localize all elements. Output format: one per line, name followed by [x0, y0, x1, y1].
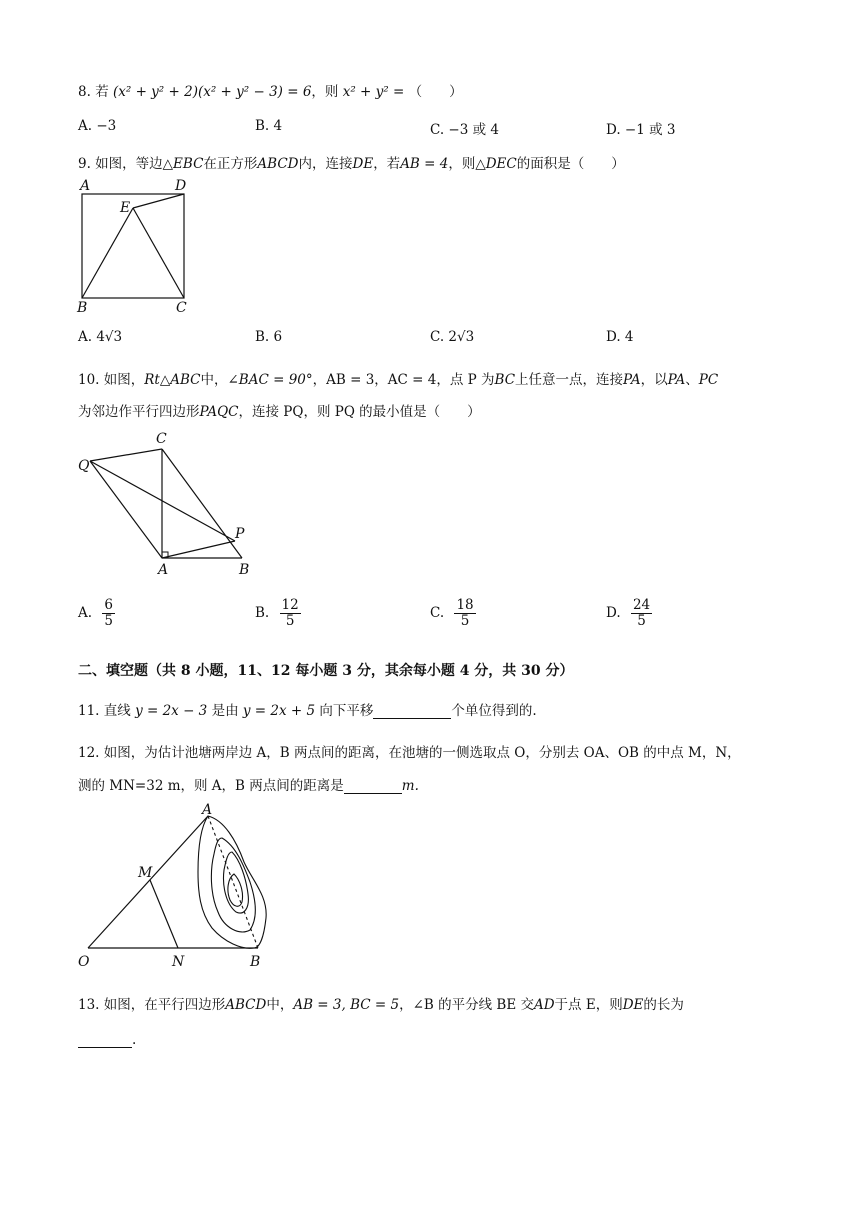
q10-option-b: B. $\frac{12}{5}$	[255, 597, 299, 629]
q8-option-b: B. 4	[255, 118, 283, 134]
q12-figure	[74, 800, 284, 972]
q9-option-c: C. 2√3	[430, 329, 475, 345]
q10-stem-line2: 为邻边作平行四边形PAQC，连接 PQ，则 PQ 的最小值是（ ）	[78, 404, 481, 420]
q12-stem-line2: 测的 MN=32 m，则 A，B 两点间的距离是 m.	[78, 778, 419, 794]
q12-label-m: M	[138, 865, 153, 881]
q10-stem-line1: 10. 如图，Rt△ABC中，∠BAC = 90°，AB = 3，AC = 4，点 P 为BC上任意一点，连接PA，以PA、PC	[78, 372, 719, 388]
answer-blank[interactable]	[344, 779, 402, 794]
section-heading: 二、填空题（共 8 小题，11、12 每小题 3 分，其余每小题 4 分，共 30 分）	[78, 663, 574, 679]
q12-label-n: N	[172, 954, 185, 970]
q8-stem: 8. 若 (x² + y² + 2)(x² + y² − 3) = 6，则 x² + y² = （ ）	[78, 84, 463, 100]
q10-option-a: A. $\frac{6}{5}$	[78, 597, 113, 629]
fraction: $\frac{18}{5}$	[456, 597, 474, 629]
q8-option-a: A. −3	[78, 118, 117, 134]
q9-option-d: D. 4	[606, 329, 634, 345]
q9-label-a: A	[80, 178, 91, 194]
q10-label-p: P	[235, 526, 245, 542]
answer-blank[interactable]	[373, 704, 451, 719]
q12-label-b: B	[250, 954, 261, 970]
q10-option-d: D. $\frac{24}{5}$	[606, 597, 651, 629]
q9-option-b: B. 6	[255, 329, 283, 345]
q9-option-a: A. 4√3	[78, 329, 123, 345]
q13-stem: 13. 如图，在平行四边形ABCD中，AB = 3, BC = 5，∠B 的平分线 BE 交AD于点 E，则DE的长为	[78, 997, 684, 1013]
q10-option-c: C. $\frac{18}{5}$	[430, 597, 474, 629]
fraction: $\frac{24}{5}$	[632, 597, 651, 629]
q9-label-c: C	[176, 300, 187, 316]
q10-label-q: Q	[78, 458, 90, 474]
q12-stem-line1: 12. 如图，为估计池塘两岸边 A，B 两点间的距离，在池塘的一侧选取点 O，分别去 OA、OB 的中点 M，N，	[78, 745, 741, 761]
q8-option-d: D. −1 或 3	[606, 122, 676, 138]
q8-target: x² + y² =	[342, 84, 405, 100]
q12-label-o: O	[78, 954, 90, 970]
q9-label-d: D	[175, 178, 187, 194]
q10-label-a: A	[158, 562, 169, 578]
q10-label-b: B	[239, 562, 250, 578]
answer-blank[interactable]	[78, 1033, 132, 1048]
q11-stem: 11. 直线 y = 2x − 3 是由 y = 2x + 5 向下平移 个单位得到的.	[78, 703, 537, 719]
fraction: $\frac{12}{5}$	[281, 597, 299, 629]
q9-label-b: B	[77, 300, 88, 316]
fraction: $\frac{6}{5}$	[104, 597, 113, 629]
q9-stem: 9. 如图，等边△EBC在正方形ABCD内，连接DE，若AB = 4，则△DEC的面积是（ ）	[78, 156, 625, 172]
q12-label-a: A	[202, 802, 213, 818]
q13-line2: .	[78, 1032, 136, 1048]
q9-figure	[72, 176, 202, 316]
q8-expression: (x² + y² + 2)(x² + y² − 3) = 6	[112, 84, 312, 100]
q10-figure	[74, 428, 274, 578]
q10-label-c: C	[156, 431, 167, 447]
q9-label-e: E	[120, 200, 131, 216]
q8-option-c: C. −3 或 4	[430, 122, 500, 138]
